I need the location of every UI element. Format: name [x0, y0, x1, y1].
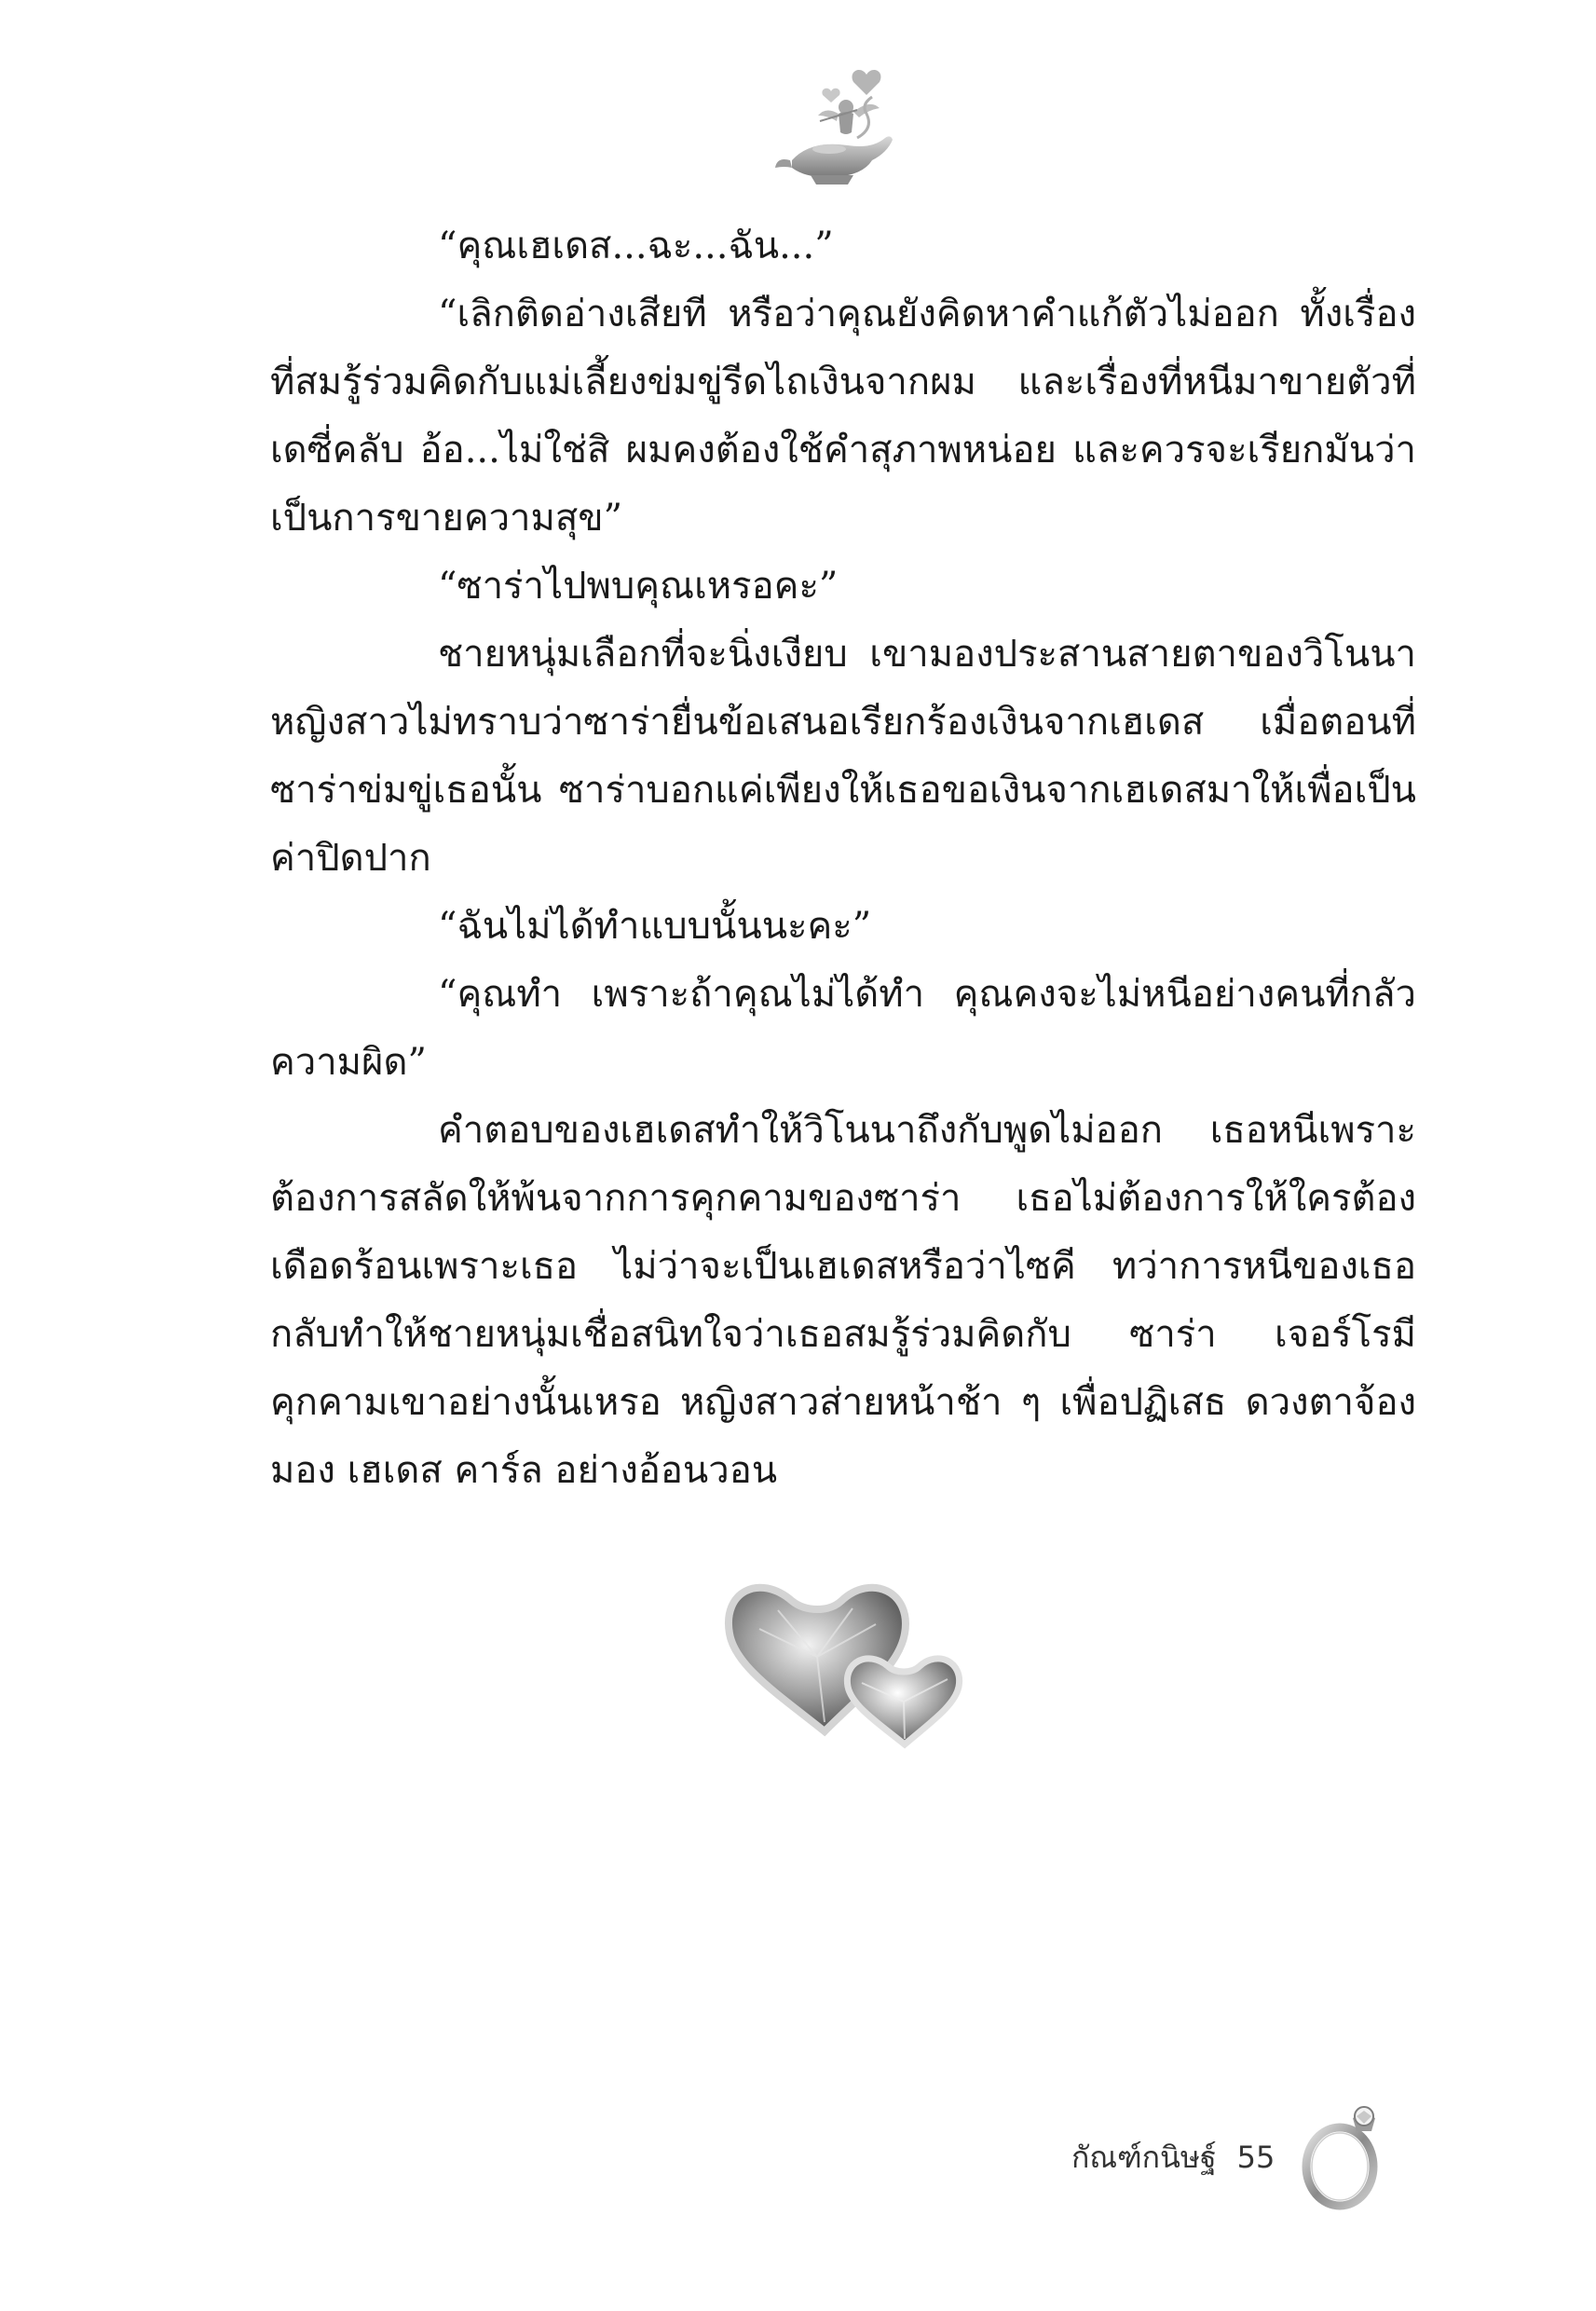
ring-icon	[1295, 2101, 1398, 2213]
paragraph: “ฉันไม่ได้ทำแบบนั้นนะคะ”	[438, 905, 872, 948]
paragraph: คำตอบของเฮเดสทำให้วิโนนาถึงกับพูดไม่ออก เธอหนีเพราะต้องการสลัดให้พ้นจากการคุกคามของซาร่า เธอไม่ต้องการให้ใครต้องเดือดร้อนเพราะเธอ ไม่ว่าจะเป็นเฮเดสหรือว่าไซคี ทว่าการหนีของเธอกลับทำให้ชายหนุ่มเชื่อสนิทใจว่าเธอสมรู้ร่วมคิดกับ ซาร่า เจอร์โรมี คุกคามเขาอย่างนั้นเหรอ หญิงสาวส่ายหน้าช้า ๆ เพื่อปฏิเสธ ดวงตาจ้องมอง เฮเดส คาร์ล อย่างอ้อนวอน	[270, 1109, 1416, 1492]
paragraph: “คุณทำ เพราะถ้าคุณไม่ได้ทำ คุณคงจะไม่หนีอย่างคนที่กลัวความผิด”	[270, 973, 1416, 1084]
diamond-hearts-icon	[722, 1573, 983, 1759]
paragraph: “เลิกติดอ่างเสียที หรือว่าคุณยังคิดหาคำแก้ตัวไม่ออก ทั้งเรื่องที่สมรู้ร่วมคิดกับแม่เลี้ยงข่มขู่รีดไถเงินจากผม และเรื่องที่หนีมาขายตัวที่เดซี่คลับ อ้อ...ไม่ใช่สิ ผมคงต้องใช้คำสุภาพหน่อย และควรจะเรียกมันว่าเป็นการขายความสุข”	[270, 293, 1416, 540]
paragraph: ชายหนุ่มเลือกที่จะนิ่งเงียบ เขามองประสานสายตาของวิโนนา หญิงสาวไม่ทราบว่าซาร่ายื่นข้อเสนอเรียกร้องเงินจากเฮเดส เมื่อตอนที่ซาร่าข่มขู่เธอนั้น ซาร่าบอกแค่เพียงให้เธอขอเงินจากเฮเดสมาให้เพื่อเป็นค่าปิดปาก	[270, 633, 1416, 880]
page-footer	[1071, 2101, 1398, 2213]
body-text	[270, 212, 1416, 1505]
paragraph: “ซาร่าไปพบคุณเหรอคะ”	[438, 565, 839, 608]
cupid-lamp-icon	[764, 56, 913, 205]
paragraph: “คุณเฮเดส...ฉะ...ฉัน...”	[438, 225, 834, 267]
page-number: 55	[1236, 2140, 1275, 2175]
author-name: กัณฑ์กนิษฐ์	[1071, 2139, 1217, 2175]
